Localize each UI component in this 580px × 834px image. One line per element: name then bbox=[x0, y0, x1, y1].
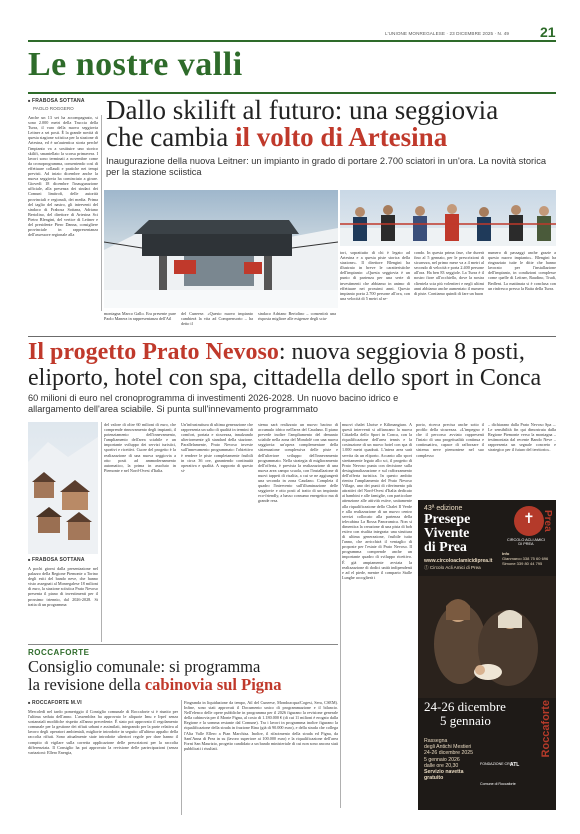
article3-headline-highlight: cabinovia sul Pigna bbox=[144, 675, 282, 694]
advert-vertical-word: Prea bbox=[542, 510, 553, 532]
article1-subhead: Inaugurazione della nuova Leitner: un impianto in grado di portare 2.700 sciatori in un'ora. La novità storica per la stazione sciistica bbox=[106, 156, 547, 177]
article3-place-label: ROCCAFORTE bbox=[28, 648, 90, 657]
advert-rassegna-line5: dalle ore 20,30 bbox=[424, 762, 459, 769]
article3-headline-line2: la revisione della cabinovia sul Pigna bbox=[28, 675, 282, 694]
article3-col1: Mercoledì nel tardo pomeriggio il Consiglio comunale di Roccaforte si è riunito per l'ultima seduta dell'anno. L'assemblea ha approvato le aliquote Imu e Irpef senza sostanziali modifiche rispetto all'anno precedente. È stato poi approvato il regolamento comunale per la gestione dei rifiuti urbani e assimilati, integrando per la parte relativa al lavoro degli operatori ambientali, migliorie introdotte in seguito all'ultimo appalto della raccolta rifiuti. Sono attualmente state introdotte ulteriori regole per dare hanno il compito di vigilare sulla corretta applicazione delle prescrizioni per la raccolta differenziata. Il Consiglio ha poi approvato la revisione delle partecipazioni (senza variazioni: Ellero Energia, bbox=[28, 709, 178, 755]
advert-title-line1: Presepe bbox=[424, 512, 471, 527]
article2-col4: stema sarà realizzato un nuovo bacino di accumulo idrico nell'area del Caudano. Il piano prevede inoltre l'ampliamento del demanio sciabile nella zona del Mondolè con una nuova seggiovia: un'opera complementare della sistemazione complessiva delle piste e dell'ulteriore sviluppo dell'innevamento programmato. Nella strategia di miglioramento dell'offerta, è prevista la realizzazione di una nuova area campo scuola, con l'installazione di nuovi tappeti di risalita, a cui se ne aggiungerà una seconda in zona Caudano. Completa il quadro l'intervento sull'illuminazione delle seggiovie e otto posti al tratto di un impianto eco-friendly, a basso consumo energetico ma di grande resa. bbox=[258, 422, 338, 504]
article2-subhead: 60 milioni di euro nel cronoprogramma di investimenti 2026-2028. Un nuovo bacino idrico e allargamento dell'area sciabile. Si punta sull'innevamento programmato bbox=[28, 393, 399, 414]
article1-col1: Anche un 13 set ha accompagnato, si sono 2.000 metri della Truccia della Turra, il varo della nuova seggiovia Leitner a sei posti. È la grande novità di questa stagione sciistica per la stazione di Artesina, ed è un'autentica storia perché l'impianto va a sostituire uno storico skilift, smantellato la scorsa primavera. I lavori sono terminati a novembre come da cronoprogramma, consentendo così di effettuare collaudi e pratiche nei tempi previsti. Ad inizio dicembre anche la nuova seggiovia ha cominciato a girare. Giovedì 18 dicembre l'inaugurazione ufficiale, alla presenza dei sindaci dei Comuni limitrofi, delle autorità provinciali e regionali, dei media. Prima del taglio del nastro, gli interventi del sindaco di Frabosa Sottana, Adriano Bertolino, del direttore di Artesina Sci Pietro Blengini, del vertice di Leitner e del presidente Piero Danna, consigliere provinciale in rappresentanza dell'assessore regionale alla bbox=[28, 115, 98, 238]
article2-col2: del valore di oltre 60 milioni di euro, che comprende rinnovamento degli impianti, il potenziamento dell'innevamento, l'ampliamento dell'area sciabile e un importante sviluppo dei servizi turistici, sportivi e ricettivi. Cuore del progetto è la realizzazione di una nuova seggiovia a otto posti ad ammodernamento automatico, la prima in assoluto in Piemonte e nel Nord-Ovest d'Italia. bbox=[104, 422, 176, 473]
article2-col1: A pochi giorni dalla presentazione nel palazzo della Regione Piemonte a Torino degli esiti del bando neve, che hanno visto assegnati al Monregalese 18 milioni di euro, la stazione sciistica Prato Nevoso presenta il piano di investimenti per il prossimo triennio, dal 2026-2028. Si tratta di un programma bbox=[28, 566, 98, 607]
advert-rassegna-line4: 5 gennaio 2026 bbox=[424, 756, 460, 763]
advert-rassegna bbox=[424, 738, 504, 781]
article2-col5: muovi chalet Lhotse e Kilimangiaro. A questi interventi si affiancano la nuova Cittadella dello Sport in Conca, con la riqualificazione dell'area tennis e la costruzione di un nuovo hotel con spa di 1.000 metri quadrati. L'intera area sarà servita da un eliporto. Accanto allo sport strettamente legato allo sci, il progetto di Prato Nevoso punta con decisione sulla destagionalizzazione e sul rafforzamento dell'offerta turistica. In questo ambito rientra l'ampliamento del Prato Nevoso Village, uno dei punti di riferimento più attrattivi del Nord-Ovest d'Italia dedicato ai bambini e alle famiglie, con particolare attenzione alle attività estive, unitamente alla riqualificazione dello Chalet Il Verde e alla realizzazione di un nuovo centro servizi collocato alla partenza della telecabina La Rossa Panoramica. Non si dimentica la creazione di una pista di bob estivo con risalita integrata: una struttura di ultima generazione, fruibile tutto l'anno, che arricchirà il ventaglio di proposte per l'estate di Prato Nevoso. Il programma comprende anche un importante quadro di sviluppo ricettivo. È già ampiamente avviata la realizzazione di dodici unità indipendenti e ad el piede, mentre il comparto Stalle Lunghe accoglierà i bbox=[342, 422, 412, 580]
article1-headline-highlight: il volto di Artesina bbox=[234, 122, 448, 152]
advert-dates-line1: 24-26 dicembre bbox=[424, 699, 506, 714]
date-line: L'UNIONE MONREGALESE · 23 DICEMBRE 2025 · N. 49 bbox=[385, 31, 510, 36]
col-rule-c bbox=[340, 422, 341, 808]
article1-headline-line2: che cambia il volto di Artesina bbox=[106, 122, 448, 152]
advert-dates-line2: 5 gennaio bbox=[440, 713, 491, 728]
col-rule-b bbox=[101, 422, 102, 642]
crowd-illustration bbox=[340, 190, 556, 246]
article1-caption-left: montagna Marco Gallo. Era presente pure Paolo Manera in rappresentanza dell'Atl bbox=[104, 311, 176, 322]
advert-info-line1: Gianmarco 338 75 60 696 bbox=[502, 555, 549, 561]
advert-sponsor3: Comune di Roccaforte bbox=[480, 782, 516, 786]
section-title: Le nostre valli bbox=[28, 46, 243, 83]
col-rule-d bbox=[181, 700, 182, 815]
article1-caption-right: sindaco Adriano Bertolino – consentirà una risposta migliore alle esigenze degli scia- bbox=[258, 311, 336, 322]
article1-col4: tori, soprattutto di chi è legato ad Artesina e a questa piste storica della stazione». Il direttore Blengini ha illustrato in breve le caratteristiche dell'impianto: «Questa seggiovia è un punto di partenza per una serie di investimenti che abbiamo in animo di effettuare nei prossimi anni. Questo impianto porta 2.700 persone all'ora, con una velocità di 5 metri al se- bbox=[340, 250, 410, 301]
article3-headline bbox=[28, 658, 340, 694]
advert-logo-name: CIRCOLO ACLI AMICI DI PREA bbox=[507, 538, 545, 547]
chairlift-photo bbox=[104, 190, 338, 308]
advert-info-label: Info bbox=[502, 551, 510, 556]
article1-kicker: ■ FRABOSA SOTTANA bbox=[28, 98, 85, 104]
page-number: 21 bbox=[540, 24, 556, 40]
advert-rassegna-line6: Servizio navetta bbox=[424, 769, 464, 776]
article2-col7: – dichiarano dalla Prato Nevoso Spa –. Le sensibilità fin qui dimostrata dalla Regione Piemonte verso la montagna – testimoniata dal recente Bando Neve – rappresenta un segnale concreto e strategico per il futuro del territorio». bbox=[488, 422, 556, 453]
article2-kicker: ■ FRABOSA SOTTANA bbox=[28, 557, 85, 563]
advert-title-line3: di Prea bbox=[424, 540, 467, 555]
presepe-advert bbox=[418, 500, 556, 810]
top-rule bbox=[28, 40, 556, 42]
article1-caption-mid: del Cuneese. «Questo nuovo impianto cambierà la vita ad Comprensorio – ha detto il bbox=[181, 311, 253, 327]
advert-title-line2: Vivente bbox=[424, 526, 470, 541]
article1-col6: numero di passaggi anche grazie a questo nuovo impianto». Blengini ha ringraziato tutte le ditte che hanno lavorato per l'installazione dell'impianto, in condizioni complesse come quelle di Leitner, Raudino, Trudi, Bedlent. La mattinata si è conclusa con un rinfresco presso la Baita della Turra. bbox=[488, 250, 556, 291]
article3-col2: Fingranda in liquidazione da tempo, Atl del Cuneese, Mondoacqua/Cogesi, Sera, CSEM). Infine, sono stati approvati il Documento unico di programmazione e il bilancio. Nell'elenco delle opere pubbliche in programma per il 2026 figurano la revisione generale della cabinovia per il Monte Pigna, al costo di 1.180.000 € (di cui 11 milioni è erogato dalla Regione e la somma restante dal Comune). Tra i lavori in programma inoltre figurano la riqualificazione della strada in frazione Rina (già di 90.000 euro), e della strada che collega l'Alta Valle Ellero a Pian Marchisa. Inoltre, il rifacimento della strada ed Pigna, da Sant'Anna di Prea in su (lavoro superiore ai 100.000 euro) e la riqualificazione dell'area Forni San Maurizio, progetto candidato a un bando ministeriale di cui non sono ancora stati pubblicati i risultati. bbox=[184, 700, 338, 751]
section-rule bbox=[28, 92, 556, 94]
article2-col6: porto, ricerca precisa anche sotto il profilo della sicurezza. «L'impegno è che il percorso avviato rappresenti l'inizio di una progettualità continua e continuativa, capace di rafforzare il sistema neve piemontese nel suo complesso bbox=[416, 422, 484, 458]
article1-author: PAOLO ROGGERO bbox=[33, 106, 74, 111]
village-illustration bbox=[28, 422, 98, 554]
facebook-icon: ⓕ bbox=[424, 565, 429, 570]
advert-sponsor2: ATL bbox=[510, 762, 520, 768]
advert-social: ⓕ Circolo Acli Amici di Prea bbox=[424, 565, 481, 570]
article1-headline-line1: Dallo skilift al futuro: una seggiovia bbox=[106, 95, 499, 125]
advert-rassegna-line2: degli Antichi Mestieri bbox=[424, 744, 472, 751]
advert-edition: 43ª edizione bbox=[424, 505, 463, 512]
article2-headline-highlight: Il progetto Prato Nevoso bbox=[28, 339, 279, 365]
article2-col3: Un'infrastruttura di ultima generazione che rappresenta un salto di qualità in termini di comfort, portata e sicurezza, innalzando ulteriormente gli standard della stazione. Parallelamente, Prato Nevoso investe sull'innevamento programmato: l'obiettivo è rendere le piste completamente fruibili in circa 36 ore, garantendo continuità operativa e qualità. A supporto di questo si- bbox=[181, 422, 253, 473]
article3-headline-line1: Consiglio comunale: si programma bbox=[28, 657, 261, 676]
prato-nevoso-rendering bbox=[28, 422, 98, 554]
advert-info bbox=[502, 552, 548, 566]
advert-website: www.circoloaclamicidiprea.it bbox=[424, 558, 493, 564]
advert-logo-icon: ✝ bbox=[523, 511, 535, 527]
article3-kicker: ■ ROCCAFORTE M.VI bbox=[28, 700, 82, 706]
advert-sponsor1: FONDAZIONE CRC bbox=[480, 762, 513, 766]
divider-1 bbox=[28, 336, 556, 337]
advert-info-line2: Simone 339 80 44 795 bbox=[502, 560, 543, 566]
col-rule-a bbox=[101, 115, 102, 311]
nativity-illustration bbox=[418, 576, 556, 698]
advert-logo bbox=[514, 506, 544, 536]
chairlift-illustration bbox=[104, 190, 338, 308]
divider-2 bbox=[28, 644, 338, 645]
inauguration-photo bbox=[340, 190, 556, 246]
advert-rassegna-line3: 24-26 dicembre 2025 bbox=[424, 750, 474, 757]
advert-rassegna-line7: gratuito bbox=[424, 775, 444, 782]
advert-vertical-place: Roccaforte bbox=[540, 700, 552, 758]
advert-dates bbox=[424, 700, 506, 728]
article2-headline: Il progetto Prato Nevoso: nuova seggiovia 8 posti, eliporto, hotel con spa, cittadella dello sport in Conca bbox=[28, 339, 542, 391]
article1-col5: condo. In questa prima fase, che durerà fino al 5 gennaio, per le prescrizioni di sicurezza, nel primo mese va a 4 metri al secondo di velocità e porta 2.400 persone all'ora. Ha ben 83 seggiole. La Turra è il nostro fiore all'occhiello, dove la nostra clientela scia più volentieri e negli ultimi anni abbiamo anche aumentato il numero di piste. Contiamo quindi di fare un buon bbox=[414, 250, 484, 296]
article1-headline bbox=[106, 97, 556, 151]
advert-title bbox=[424, 513, 470, 555]
advert-rassegna-line1: Rassegna bbox=[424, 738, 448, 744]
